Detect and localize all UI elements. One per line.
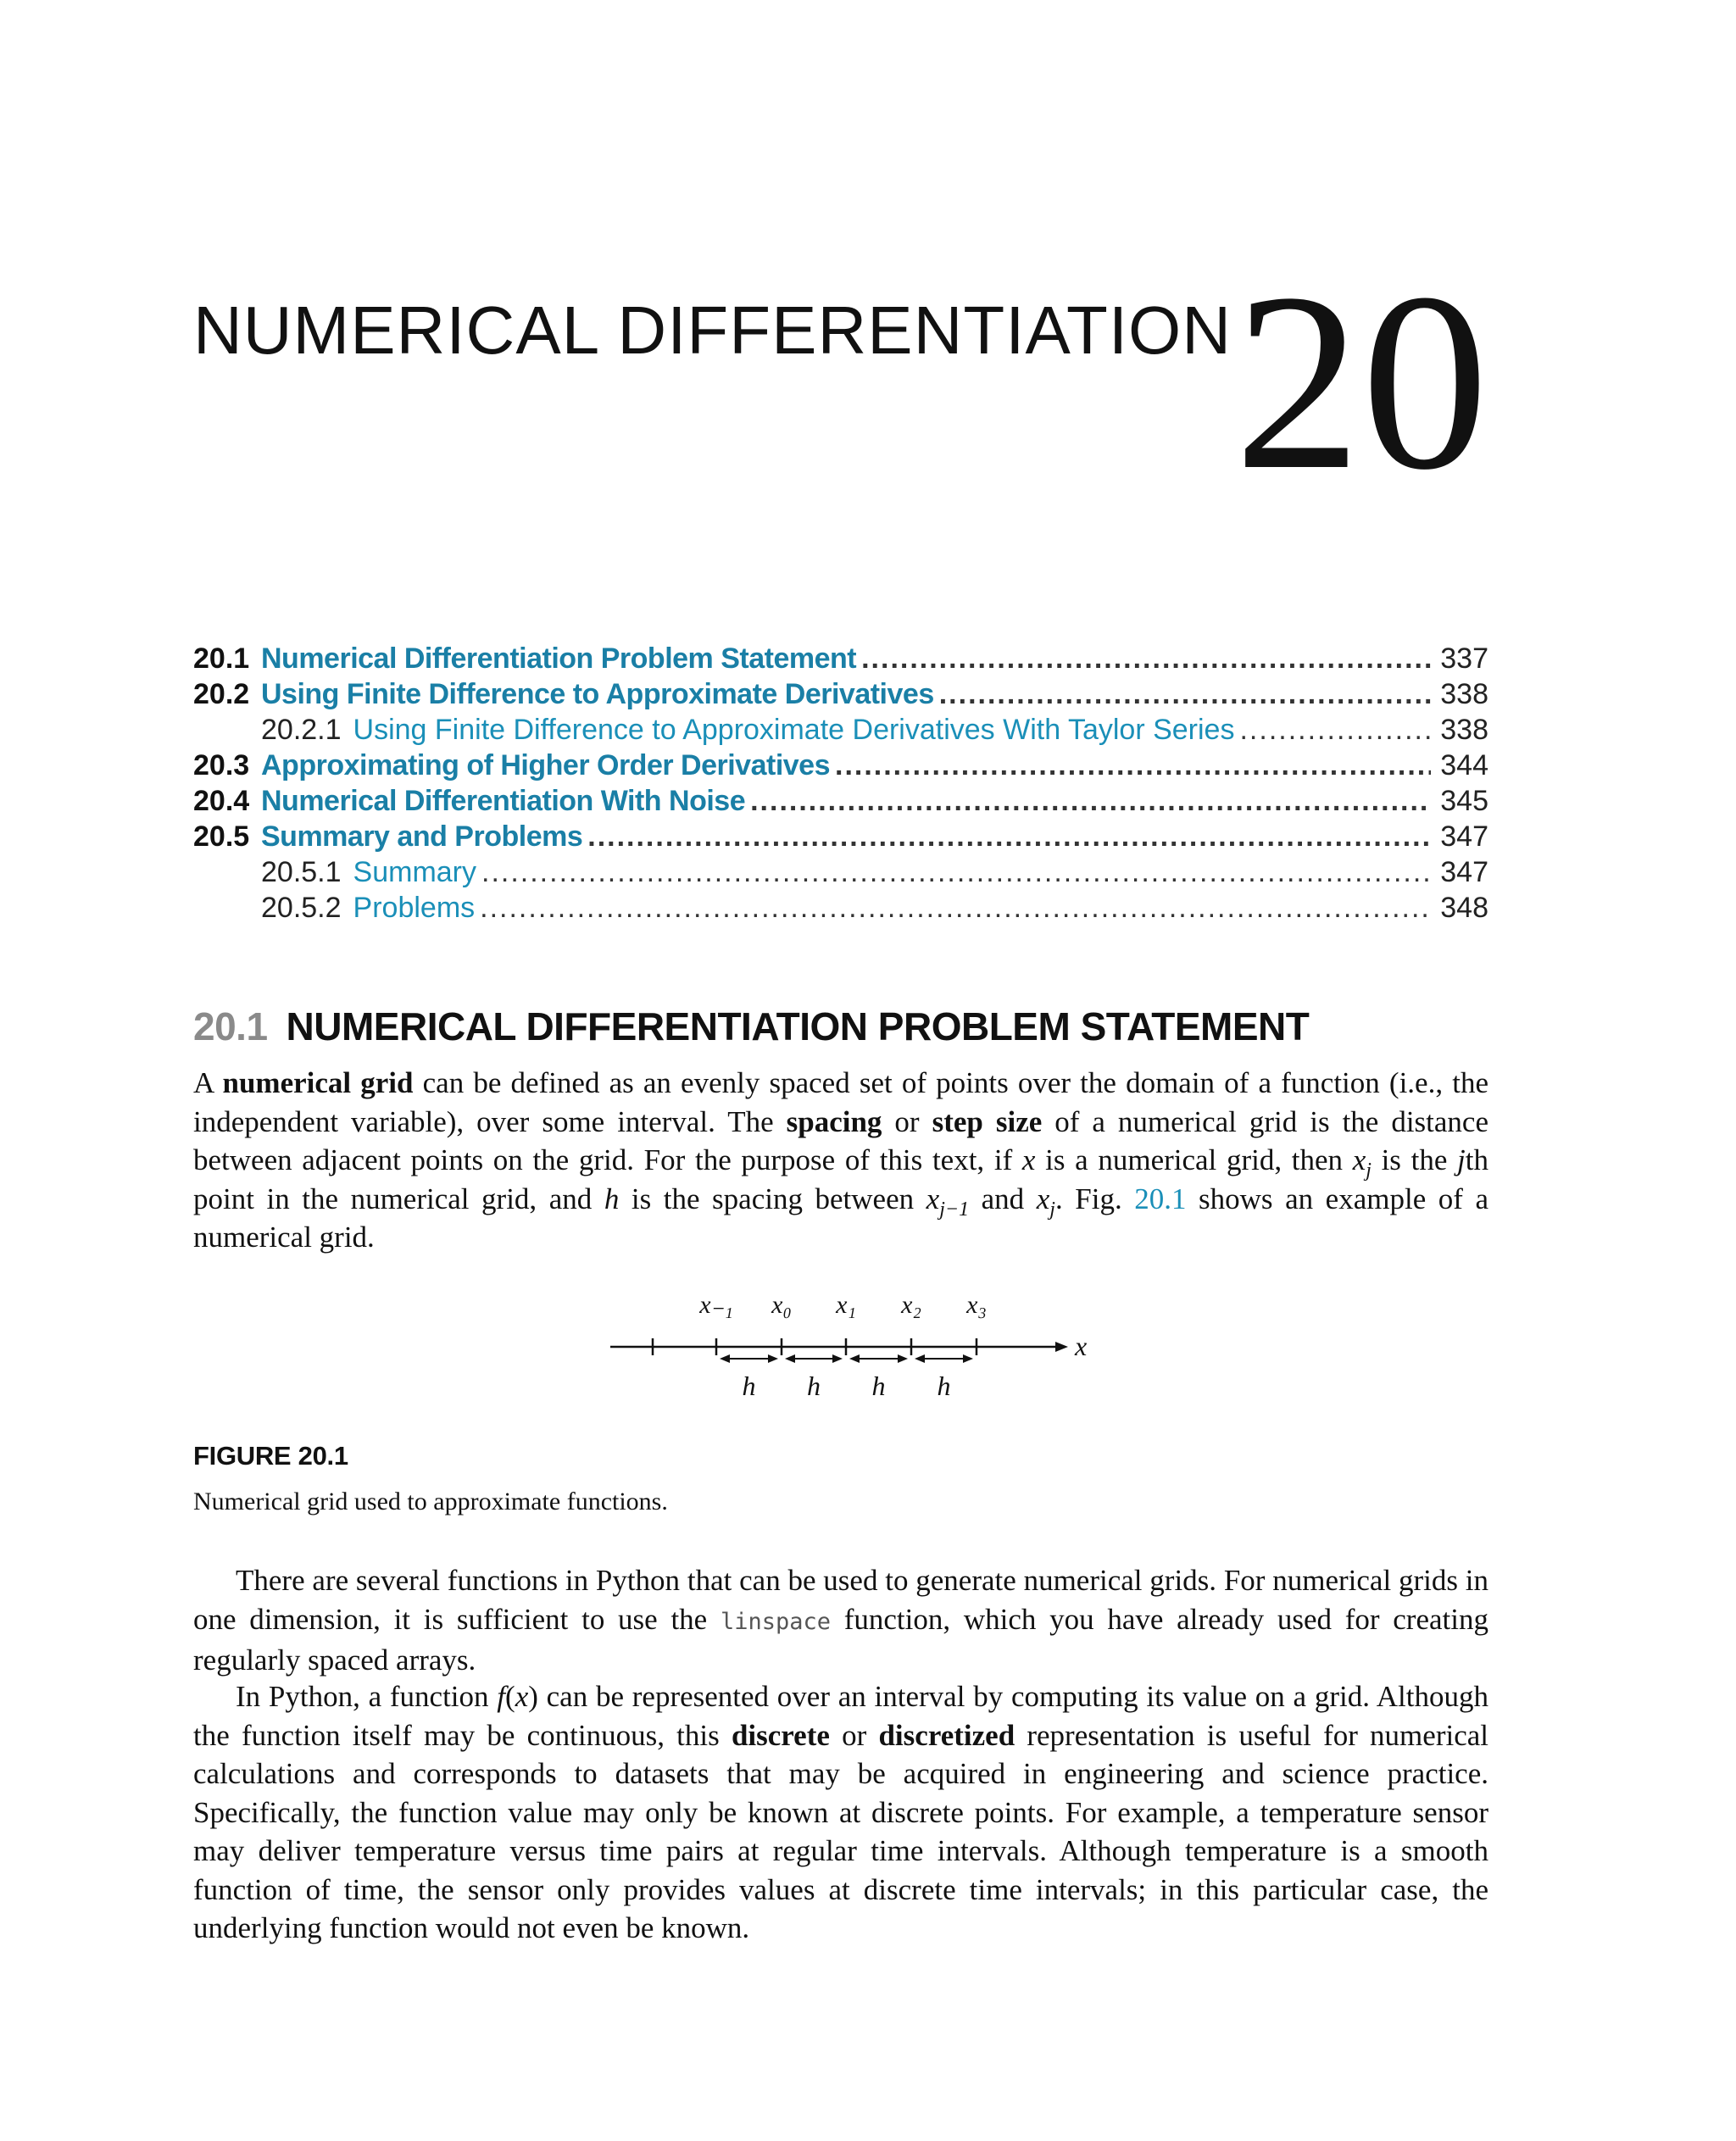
- toc-entry-number: 20.1: [193, 642, 250, 675]
- term-spacing: spacing: [786, 1104, 882, 1138]
- toc-entry[interactable]: [193, 785, 1488, 820]
- toc-entry-page: 337: [1440, 642, 1488, 675]
- toc-leader-dots: [587, 820, 1431, 854]
- toc-entry-page: 347: [1440, 856, 1488, 888]
- toc-entry-number: 20.5: [193, 820, 250, 853]
- toc-entry[interactable]: [193, 856, 1488, 892]
- spacing-arrowhead-left: [720, 1354, 730, 1363]
- toc-leader-dots: [939, 678, 1431, 711]
- section-heading: [193, 1004, 1310, 1048]
- toc-entry-page: 338: [1440, 678, 1488, 710]
- table-of-contents: [193, 642, 1488, 927]
- axis-label-x: x: [1075, 1331, 1088, 1361]
- grid-point-label: x₃: [966, 1291, 987, 1319]
- term-step-size: step size: [932, 1104, 1043, 1138]
- spacing-label-h: h: [937, 1371, 951, 1401]
- toc-entry-number: 20.5.2: [261, 892, 342, 924]
- toc-entry-number: 20.3: [193, 749, 250, 781]
- axis-arrowhead: [1055, 1342, 1068, 1352]
- toc-entry-page: 345: [1440, 785, 1488, 817]
- figure-caption: Numerical grid used to approximate functions.: [193, 1488, 668, 1515]
- paragraph-linspace: There are several functions in Python that can be used to generate numerical grids. For numerical grids in one dimension, it is sufficient to use the linspace function, which you have already used for creating regularly spaced arrays.: [193, 1564, 1488, 1677]
- toc-entry[interactable]: [193, 642, 1488, 678]
- term-numerical-grid: numerical grid: [222, 1066, 414, 1099]
- spacing-arrowhead-left: [849, 1354, 860, 1363]
- toc-entry-link[interactable]: Summary: [353, 856, 476, 888]
- paragraph-numerical-grid: A numerical grid can be defined as an evenly spaced set of points over the domain of a function (i.e., the independent variable), over some interval. The spacing or step size of a numerical grid is the distance between adjacent points on the grid. For the purpose of this text, if x is a numerical grid, then $x_j$ is the jth point in the numerical grid, and h is the spacing between $x_{j-1}$ and $x_j$. Fig. 20.1 shows an example of a numerical grid.: [193, 1066, 1489, 1254]
- toc-entry-page: 347: [1440, 820, 1488, 853]
- spacing-arrowhead-left: [915, 1354, 925, 1363]
- figure-reference-link[interactable]: 20.1: [1134, 1182, 1187, 1215]
- toc-entry[interactable]: [193, 714, 1488, 749]
- toc-entry-link[interactable]: Problems: [353, 892, 476, 924]
- toc-leader-dots: [750, 785, 1431, 818]
- spacing-arrowhead-left: [785, 1354, 795, 1363]
- spacing-label-h: h: [807, 1371, 821, 1401]
- grid-point-label: x₋₁: [699, 1291, 733, 1319]
- toc-leader-dots: [1239, 714, 1431, 747]
- numerical-grid-figure: [593, 1284, 1102, 1420]
- toc-entry-link[interactable]: Summary and Problems: [261, 820, 583, 853]
- toc-entry-link[interactable]: Numerical Differentiation With Noise: [261, 785, 746, 817]
- toc-entry-page: 348: [1440, 892, 1488, 924]
- toc-entry-link[interactable]: Approximating of Higher Order Derivatives: [261, 749, 830, 781]
- toc-entry-link[interactable]: Numerical Differentiation Problem Statement: [261, 642, 857, 675]
- toc-entry-page: 338: [1440, 714, 1488, 746]
- spacing-arrowhead-right: [832, 1354, 843, 1363]
- spacing-arrowhead-right: [768, 1354, 778, 1363]
- toc-entry-number: 20.2.1: [261, 714, 342, 746]
- chapter-number: 20: [1234, 241, 1488, 522]
- paragraph-discrete: In Python, a function f(x) can be represented over an interval by computing its value on a grid. Although the function itself may be continuous, this discrete or discretized representation is useful for numerical calculations and corresponds to datasets that may be acquired in engineering and science practice. Specifically, the function value may only be known at discrete points. For example, a temperature sensor may deliver temperature versus time pairs at regular time intervals. Although temperature is a smooth function of time, the sensor only provides values at discrete time intervals; in this particular case, the underlying function would not even be known.: [193, 1680, 1488, 1944]
- toc-entry[interactable]: [193, 892, 1488, 927]
- toc-entry-page: 344: [1440, 749, 1488, 781]
- spacing-arrowhead-right: [963, 1354, 973, 1363]
- section-number: 20.1: [193, 1004, 268, 1048]
- spacing-label-h: h: [871, 1371, 886, 1401]
- grid-point-label: x₂: [901, 1291, 921, 1319]
- toc-entry-number: 20.2: [193, 678, 250, 710]
- toc-leader-dots: [480, 892, 1431, 925]
- toc-entry-link[interactable]: Using Finite Difference to Approximate Derivatives: [261, 678, 934, 710]
- toc-entry[interactable]: [193, 820, 1488, 856]
- toc-entry-number: 20.5.1: [261, 856, 342, 888]
- toc-entry-number: 20.4: [193, 785, 250, 817]
- term-discrete: discrete: [731, 1718, 830, 1752]
- toc-leader-dots: [835, 749, 1431, 782]
- toc-leader-dots: [861, 642, 1431, 676]
- chapter-title: NUMERICAL DIFFERENTIATION: [193, 292, 1232, 368]
- spacing-arrowhead-right: [898, 1354, 908, 1363]
- toc-entry-link[interactable]: Using Finite Difference to Approximate Derivatives With Taylor Series: [353, 714, 1235, 746]
- toc-entry[interactable]: [193, 678, 1488, 714]
- section-title: NUMERICAL DIFFERENTIATION PROBLEM STATEMENT: [286, 1004, 1310, 1048]
- grid-point-label: x₁: [836, 1291, 856, 1319]
- code-linspace: linspace: [720, 1608, 831, 1635]
- grid-point-label: x₀: [771, 1291, 792, 1319]
- figure-label: FIGURE 20.1: [193, 1441, 348, 1471]
- toc-entry[interactable]: [193, 749, 1488, 785]
- term-discretized: discretized: [878, 1718, 1015, 1752]
- toc-leader-dots: [481, 856, 1431, 889]
- spacing-label-h: h: [742, 1371, 756, 1401]
